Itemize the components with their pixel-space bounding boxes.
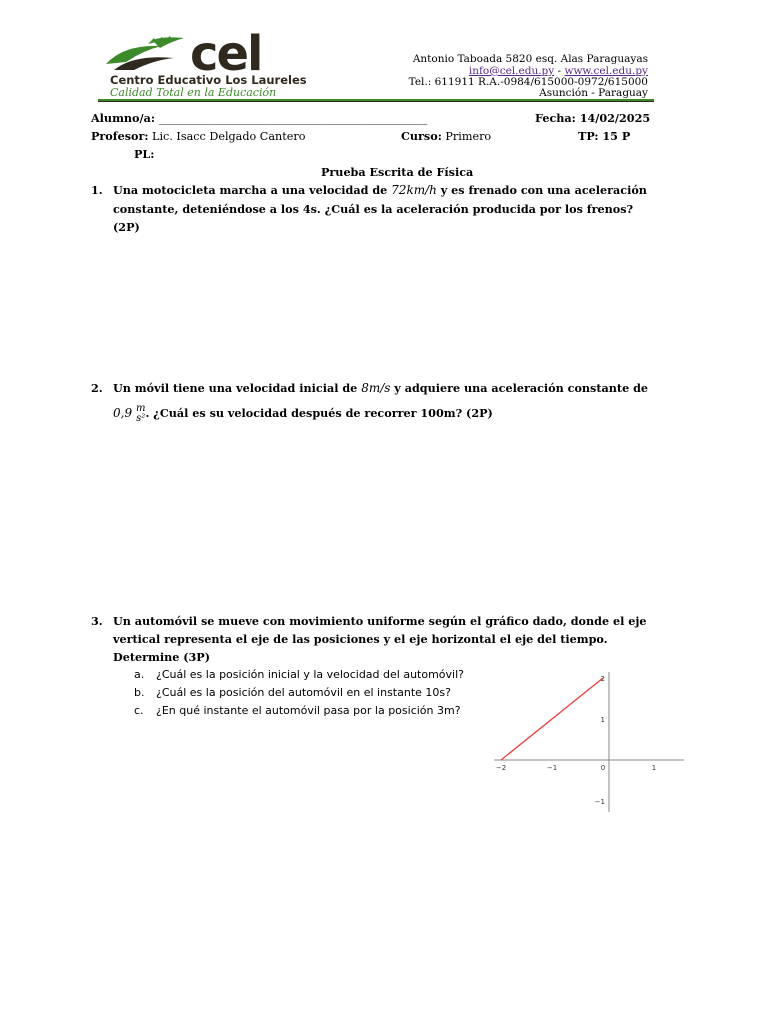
q2-line2 (113, 404, 493, 424)
logo-school-name: Centro Educativo Los Laureles (110, 73, 307, 87)
q2-math2: 0,9 (113, 406, 133, 420)
tp-label: TP: (578, 129, 599, 143)
q2-text-a: Un móvil tiene una velocidad inicial de (113, 381, 362, 395)
q1-text-a: Una motocicleta marcha a una velocidad de (113, 183, 392, 197)
student-row (91, 111, 427, 125)
email-link[interactable]: info@cel.edu.py (468, 65, 555, 77)
student-label: Alumno/a: (91, 111, 155, 125)
q2-frac-num: m (136, 403, 146, 414)
date-value: 14/02/2025 (579, 111, 651, 125)
q3-line2: vertical representa el eje de las posiciones y el eje horizontal el eje del tiempo. (113, 632, 608, 646)
y-tick-label: −1 (594, 798, 605, 806)
q1-line2: constante, deteniéndose a los 4s. ¿Cuál es la aceleración producida por los frenos? (113, 202, 634, 216)
pl-label: PL: (134, 147, 155, 161)
teacher-value: Lic. Isacc Delgado Cantero (152, 130, 306, 143)
position-time-chart (490, 664, 690, 814)
date-label: Fecha: (535, 111, 576, 125)
y-tick-label: 1 (600, 716, 605, 724)
q2-text-b: y adquiere una aceleración constante de (390, 381, 649, 395)
page-title: Prueba Escrita de Física (321, 165, 474, 179)
teacher-label: Profesor: (91, 129, 149, 143)
q2-line2-text: . ¿Cuál es su velocidad después de recorrer 100m? (2P) (145, 406, 493, 420)
q2-frac-den: s² (136, 413, 146, 424)
city-line: Asunción - Paraguay (539, 87, 648, 99)
q3-sub-b-letter: b. (134, 686, 145, 699)
q3-sub-c-text: ¿En qué instante el automóvil pasa por la posición 3m? (156, 704, 461, 717)
header-rule-dark (98, 101, 654, 102)
phone-line: Tel.: 611911 R.A.-0984/615000-0972/615000 (408, 76, 648, 88)
q2-line1 (113, 381, 648, 395)
q3-sub-a-text: ¿Cuál es la posición inicial y la velocidad del automóvil? (156, 668, 464, 681)
date-row (535, 111, 650, 125)
q1-number: 1. (91, 183, 103, 197)
position-line (501, 678, 603, 760)
q2-number: 2. (91, 381, 103, 395)
x-tick-label: −1 (546, 764, 558, 772)
q3-sub-b-text: ¿Cuál es la posición del automóvil en el instante 10s? (156, 686, 451, 699)
course-row (401, 129, 491, 143)
link-separator: - (557, 65, 562, 77)
x-tick-label: 1 (651, 764, 657, 772)
x-tick-label: −2 (495, 764, 507, 772)
q1-text-b: y es frenado con una aceleración (436, 183, 647, 197)
tp-value: 15 P (602, 129, 631, 143)
q3-line1: Un automóvil se mueve con movimiento uniforme según el gráfico dado, donde el eje (113, 614, 647, 628)
q1-line3: (2P) (113, 220, 140, 234)
q3-line3: Determine (3P) (113, 650, 211, 664)
q3-sub-a-letter: a. (134, 668, 145, 681)
logo-slogan: Calidad Total en la Educación (110, 86, 277, 99)
q3-number: 3. (91, 614, 103, 628)
tp-row (578, 129, 630, 143)
website-link[interactable]: www.cel.edu.py (564, 65, 648, 77)
teacher-row (91, 129, 305, 143)
q1-math: 72km/h (391, 183, 437, 197)
x-tick-label: 0 (600, 764, 606, 772)
q3-sub-c-letter: c. (134, 704, 144, 717)
course-value: Primero (445, 130, 492, 143)
y-tick-label: 2 (600, 675, 605, 683)
logo-brand: cel (190, 26, 262, 82)
student-blank: ________________________________________________ (158, 112, 428, 125)
address-line: Antonio Taboada 5820 esq. Alas Paraguayas (412, 53, 648, 65)
laurel-logo-icon (104, 36, 194, 76)
q1-line1 (113, 183, 647, 197)
q2-math: 8m/s (361, 381, 391, 395)
course-label: Curso: (401, 129, 442, 143)
